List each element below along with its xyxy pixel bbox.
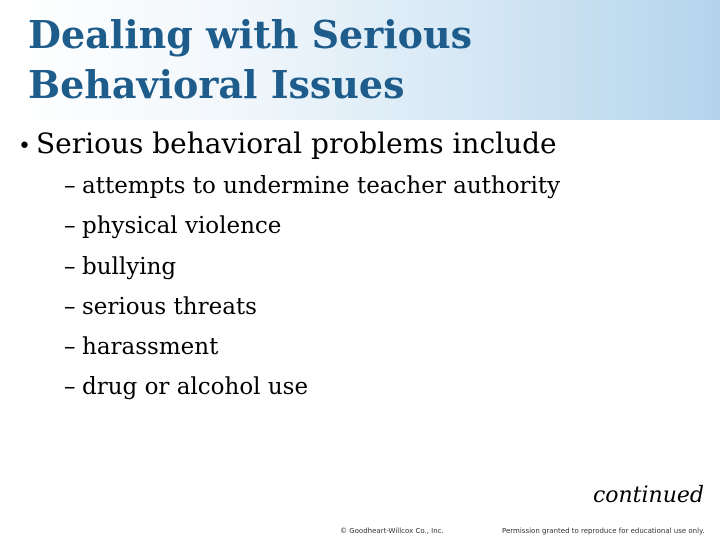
continued-note: continued — [592, 483, 704, 508]
sub-bullet-item — [64, 367, 704, 407]
slide-title-line-2: Behavioral Issues — [28, 62, 405, 107]
copyright-footer: © Goodheart-Willcox Co., Inc. — [340, 527, 444, 535]
main-bullet-text: Serious behavioral problems include — [36, 127, 557, 160]
sub-bullet-marker: – — [64, 334, 76, 360]
main-bullet — [18, 124, 708, 167]
sub-bullet-marker: – — [64, 294, 76, 320]
slide-title — [28, 10, 688, 110]
sub-bullet-text: attempts to undermine teacher authority — [82, 173, 561, 199]
sub-bullet-text: harassment — [82, 334, 219, 360]
sub-bullet-item — [64, 166, 704, 206]
permission-footer: Permission granted to reproduce for educational use only. — [502, 527, 705, 535]
sub-bullet-marker: – — [64, 173, 76, 199]
sub-bullet-item — [64, 327, 704, 367]
sub-bullet-marker: – — [64, 254, 76, 280]
sub-bullet-text: physical violence — [82, 213, 282, 239]
sub-bullet-text: serious threats — [82, 294, 257, 320]
bullet-marker: • — [18, 134, 31, 159]
sub-bullet-item — [64, 287, 704, 327]
sub-bullet-item — [64, 206, 704, 246]
sub-bullet-text: bullying — [82, 254, 177, 280]
sub-bullet-marker: – — [64, 213, 76, 239]
sub-bullet-item — [64, 247, 704, 287]
slide-title-line-1: Dealing with Serious — [28, 12, 473, 57]
sub-bullet-marker: – — [64, 374, 76, 400]
sub-bullet-text: drug or alcohol use — [82, 374, 309, 400]
